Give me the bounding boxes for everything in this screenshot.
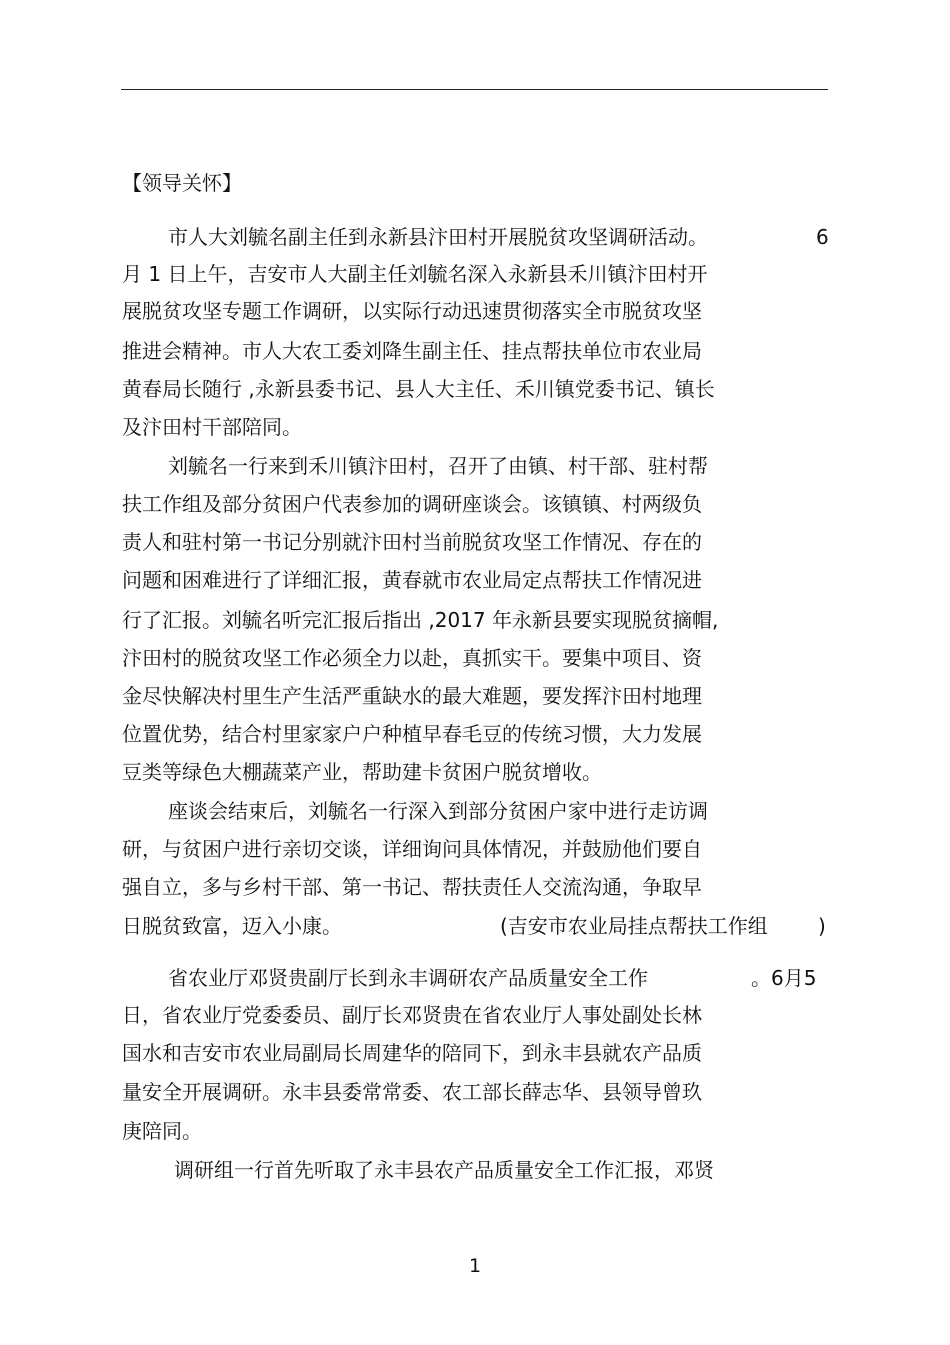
text-line: 座谈会结束后，刘毓名一行深入到部分贫困户家中进行走访调: [168, 799, 708, 823]
text-line: 刘毓名一行来到禾川镇汴田村，召开了由镇、村干部、驻村帮: [168, 454, 708, 478]
text-line: 问题和困难进行了详细汇报，黄春就市农业局定点帮扶工作情况进: [122, 568, 702, 592]
page-number: 1: [468, 1255, 482, 1277]
text-line: 省农业厅邓贤贵副厅长到永丰调研农产品质量安全工作: [168, 966, 648, 990]
source-attribution-close: ): [818, 914, 826, 938]
text-line: 日，省农业厅党委委员、副厅长邓贤贵在省农业厅人事处副处长林: [122, 1003, 702, 1027]
section-title: 【领导关怀】: [122, 171, 242, 195]
text-line: 研，与贫困户进行亲切交谈，详细询问具体情况，并鼓励他们要自: [122, 837, 702, 861]
header-rule: [121, 89, 828, 90]
text-line: 强自立，多与乡村干部、第一书记、帮扶责任人交流沟通，争取早: [122, 875, 702, 899]
text-line: 调研组一行首先听取了永丰县农产品质量安全工作汇报，邓贤: [174, 1158, 714, 1182]
text-line: 及汴田村干部陪同。: [122, 415, 302, 439]
date-fragment: 6: [816, 225, 829, 249]
text-line: 展脱贫攻坚专题工作调研，以实际行动迅速贯彻落实全市脱贫攻坚: [122, 299, 702, 323]
text-line: 月 1 日上午，吉安市人大副主任刘毓名深入永新县禾川镇汴田村开: [122, 262, 708, 286]
date-fragment: 。6月5: [751, 966, 817, 990]
text-line: 扶工作组及部分贫困户代表参加的调研座谈会。该镇镇、村两级负: [122, 492, 702, 516]
text-line: 汴田村的脱贫攻坚工作必须全力以赴，真抓实干。要集中项目、资: [122, 646, 702, 670]
text-line: 量安全开展调研。永丰县委常常委、农工部长薛志华、县领导曾玖: [122, 1080, 702, 1104]
text-line: 国水和吉安市农业局副局长周建华的陪同下，到永丰县就农产品质: [122, 1041, 702, 1065]
text-line: 豆类等绿色大棚蔬菜产业，帮助建卡贫困户脱贫增收。: [122, 760, 602, 784]
text-line: 黄春局长随行 ,永新县委书记、县人大主任、禾川镇党委书记、镇长: [122, 377, 715, 401]
text-line: 位置优势，结合村里家家户户种植早春毛豆的传统习惯，大力发展: [122, 722, 702, 746]
text-line: 庚陪同。: [122, 1119, 202, 1143]
source-attribution: (吉安市农业局挂点帮扶工作组: [500, 914, 768, 938]
text-line: 行了汇报。刘毓名听完汇报后指出 ,2017 年永新县要实现脱贫摘帽,: [122, 608, 719, 632]
text-line: 责人和驻村第一书记分别就汴田村当前脱贫攻坚工作情况、存在的: [122, 530, 702, 554]
text-line: 市人大刘毓名副主任到永新县汴田村开展脱贫攻坚调研活动。: [168, 225, 708, 249]
text-line: 日脱贫致富，迈入小康。: [122, 914, 342, 938]
text-line: 金尽快解决村里生产生活严重缺水的最大难题，要发挥汴田村地理: [122, 684, 702, 708]
text-line: 推进会精神。市人大农工委刘降生副主任、挂点帮扶单位市农业局: [122, 339, 702, 363]
